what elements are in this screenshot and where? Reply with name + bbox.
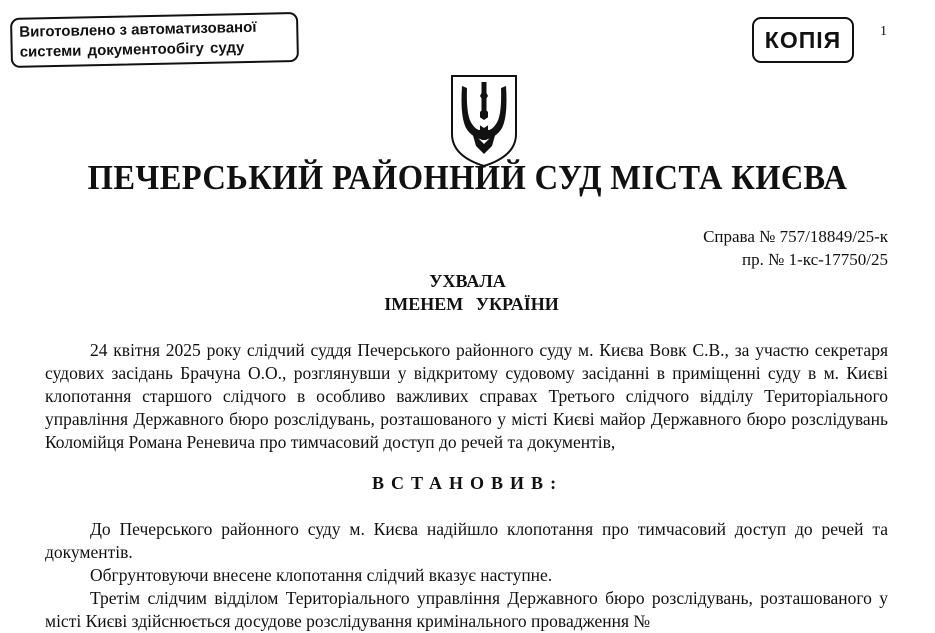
case-number: Справа № 757/18849/25-к <box>703 227 888 246</box>
copy-stamp: КОПІЯ <box>752 17 854 63</box>
trident-coat-of-arms-icon <box>448 72 520 168</box>
proceeding-number: пр. № 1-кс-17750/25 <box>742 250 888 269</box>
case-numbers <box>703 225 888 271</box>
court-name: ПЕЧЕРСЬКИЙ РАЙОННИЙ СУД МІСТА КИЄВА <box>87 158 848 197</box>
paragraph-petition: До Печерського районного суду м. Києва надійшло клопотання про тимчасовий доступ до речей та документів. <box>45 519 888 562</box>
page-number: 1 <box>880 24 887 39</box>
established-heading: ВСТАНОВИВ: <box>371 473 564 493</box>
auto-stamp-line1: Виготовлено з автоматизованої <box>19 18 257 41</box>
auto-system-stamp <box>10 12 299 68</box>
auto-stamp-line2: системи документообігу суду <box>19 39 245 61</box>
document-subtitle: ІМЕНЕМ УКРАЇНИ <box>384 294 559 314</box>
document-title: УХВАЛА <box>429 271 506 291</box>
paragraph-investigation: Третім слідчим відділом Територіального управління Державного бюро розслідувань, розташованого у місті Києві здійснюється досудове розслідування кримінального провадження № <box>45 588 888 631</box>
intro-paragraph: 24 квітня 2025 року слідчий суддя Печерського районного суду м. Києва Вовк С.В., за участю секретаря судових засідань Брачуна О.О., розглянувши у відкритому судовому засіданні в приміщенні суду в м. Києві клопотання старшого слідчого в особливо важливих справах Третього слідчого відділу Територіального управління Державного бюро розслідувань, розташованого у місті Києві майор Державного бюро розслідувань Коломійця Романа Реневича про тимчасовий доступ до речей та документів, <box>45 340 888 452</box>
paragraph-grounds: Обгрунтовуючи внесене клопотання слідчий вказує наступне. <box>90 565 553 585</box>
document-heading <box>0 270 935 316</box>
